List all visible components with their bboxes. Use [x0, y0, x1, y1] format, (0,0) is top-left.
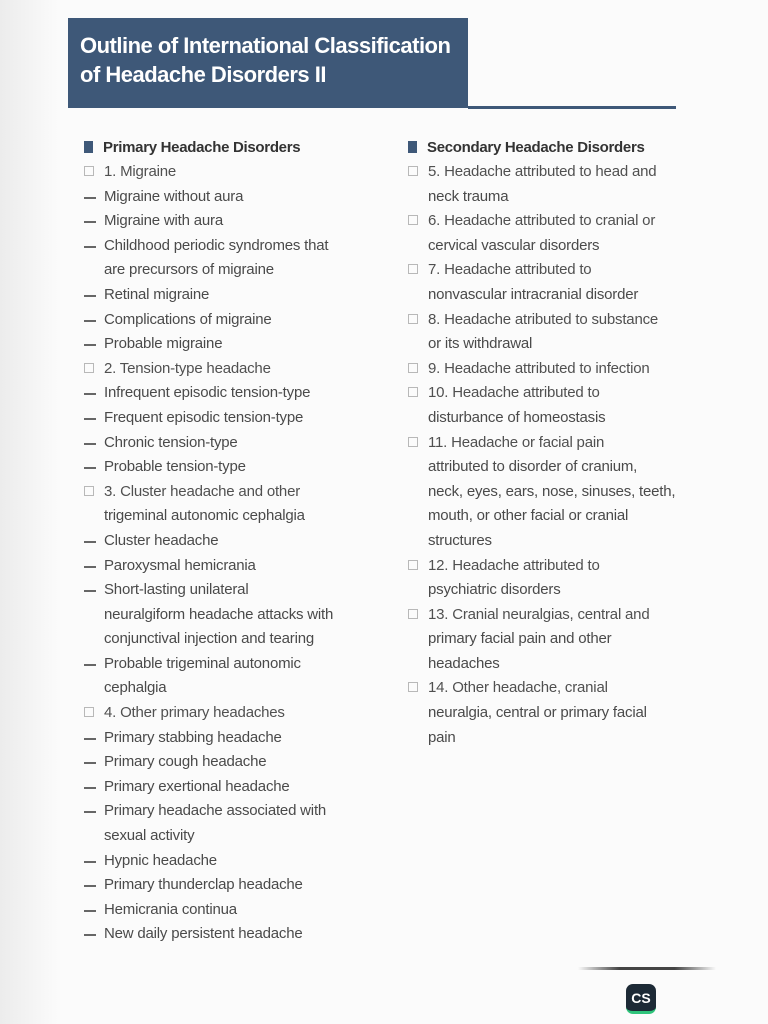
continuation-line: [84, 504, 384, 529]
list-item: [84, 455, 384, 480]
indent-spacer: [408, 185, 428, 210]
continuation-line: [408, 529, 708, 554]
category-line: [84, 160, 384, 185]
list-item: [84, 529, 384, 554]
category-line: [408, 209, 708, 234]
dash-mark: [84, 344, 96, 346]
checkbox-icon: [84, 160, 104, 185]
indent-spacer: [408, 480, 428, 505]
line-text: are precursors of migraine: [104, 261, 274, 279]
dash-icon: [84, 185, 104, 210]
checkbox-square: [408, 387, 418, 397]
checkbox-square: [408, 215, 418, 225]
indent-spacer: [408, 701, 428, 726]
line-text: 8. Headache atributed to substance: [428, 310, 659, 328]
dash-icon: [84, 283, 104, 308]
category-line: [84, 357, 384, 382]
indent-spacer: [84, 676, 104, 701]
title-line-2: of Headache Disorders II: [80, 62, 326, 87]
list-item: [84, 332, 384, 357]
line-text: New daily persistent headache: [104, 925, 303, 943]
continuation-line: [408, 652, 708, 677]
list-item: [84, 775, 384, 800]
section-marker-icon: [84, 141, 93, 153]
dash-mark: [84, 197, 96, 199]
category-line: [408, 308, 708, 333]
line-text: Frequent episodic tension-type: [104, 408, 304, 426]
category-line: [408, 603, 708, 628]
line-text: Hypnic headache: [104, 851, 217, 869]
dash-icon: [84, 554, 104, 579]
checkbox-square: [408, 609, 418, 619]
primary-heading-text: Primary Headache Disorders: [103, 138, 301, 156]
dash-mark: [84, 910, 96, 912]
checkbox-icon: [408, 554, 428, 579]
title-banner: [68, 18, 468, 108]
list-item: [84, 283, 384, 308]
list-item: [84, 381, 384, 406]
line-text: trigeminal autonomic cephalgia: [104, 507, 305, 525]
continuation-line: [84, 603, 384, 628]
dash-icon: [84, 431, 104, 456]
line-text: 10. Headache attributed to: [428, 384, 600, 402]
checkbox-square: [84, 166, 94, 176]
checkbox-icon: [408, 603, 428, 628]
line-text: headaches: [428, 654, 500, 672]
indent-spacer: [408, 504, 428, 529]
dash-mark: [84, 295, 96, 297]
dash-mark: [84, 221, 96, 223]
dash-mark: [84, 590, 96, 592]
line-text: psychiatric disorders: [428, 581, 561, 599]
line-text: attributed to disorder of cranium,: [428, 458, 638, 476]
line-text: Cluster headache: [104, 531, 219, 549]
primary-section-heading: [84, 134, 384, 160]
checkbox-icon: [408, 160, 428, 185]
secondary-lines: [408, 160, 708, 750]
indent-spacer: [408, 652, 428, 677]
list-item: [84, 652, 384, 677]
line-text: mouth, or other facial or cranial: [428, 507, 629, 525]
checkbox-square: [408, 363, 418, 373]
checkbox-square: [408, 437, 418, 447]
dash-icon: [84, 529, 104, 554]
indent-spacer: [408, 627, 428, 652]
line-text: Paroxysmal hemicrania: [104, 556, 256, 574]
checkbox-square: [408, 264, 418, 274]
dash-icon: [84, 898, 104, 923]
line-text: Probable tension-type: [104, 458, 246, 476]
continuation-line: [408, 234, 708, 259]
line-text: 5. Headache attributed to head and: [428, 163, 657, 180]
primary-lines: [84, 160, 384, 947]
list-item: [84, 922, 384, 947]
title-underline: [468, 106, 676, 109]
category-line: [408, 258, 708, 283]
line-text: neuralgiform headache attacks with: [104, 605, 334, 623]
indent-spacer: [84, 504, 104, 529]
checkbox-icon: [84, 357, 104, 382]
list-item: [84, 578, 384, 603]
indent-spacer: [84, 627, 104, 652]
checkbox-icon: [408, 431, 428, 456]
line-text: Migraine without aura: [104, 187, 244, 205]
line-text: Probable trigeminal autonomic: [104, 654, 301, 672]
dash-icon: [84, 873, 104, 898]
line-text: structures: [428, 531, 492, 549]
continuation-line: [408, 283, 708, 308]
continuation-line: [84, 824, 384, 849]
category-line: [408, 676, 708, 701]
indent-spacer: [408, 529, 428, 554]
line-text: neck trauma: [428, 187, 509, 205]
checkbox-square: [84, 363, 94, 373]
line-text: conjunctival injection and tearing: [104, 630, 315, 648]
line-text: Retinal migraine: [104, 285, 210, 303]
line-text: pain: [428, 728, 456, 746]
dash-mark: [84, 664, 96, 666]
list-item: [84, 185, 384, 210]
line-text: 6. Headache attributed to cranial or: [428, 212, 656, 230]
category-line: [408, 160, 708, 185]
line-text: 14. Other headache, cranial: [428, 679, 608, 697]
checkbox-square: [408, 560, 418, 570]
indent-spacer: [408, 455, 428, 480]
list-item: [84, 849, 384, 874]
secondary-heading-text: Secondary Headache Disorders: [427, 138, 645, 156]
checkbox-icon: [408, 381, 428, 406]
list-item: [84, 406, 384, 431]
checkbox-icon: [84, 701, 104, 726]
dash-mark: [84, 566, 96, 568]
checkbox-square: [408, 682, 418, 692]
dash-icon: [84, 775, 104, 800]
indent-spacer: [408, 332, 428, 357]
line-text: 7. Headache attributed to: [428, 261, 592, 279]
dash-icon: [84, 849, 104, 874]
dash-mark: [84, 762, 96, 764]
dash-icon: [84, 455, 104, 480]
checkbox-icon: [84, 480, 104, 505]
line-text: Childhood periodic syndromes that: [104, 236, 329, 254]
line-text: Primary headache associated with: [104, 802, 327, 820]
title-line-1: Outline of International Classification: [80, 33, 451, 58]
category-line: [84, 701, 384, 726]
dash-mark: [84, 811, 96, 813]
indent-spacer: [408, 726, 428, 751]
dash-mark: [84, 885, 96, 887]
dash-icon: [84, 922, 104, 947]
checkbox-icon: [408, 209, 428, 234]
indent-spacer: [408, 234, 428, 259]
dash-mark: [84, 541, 96, 543]
line-text: Migraine with aura: [104, 212, 223, 230]
line-text: sexual activity: [104, 827, 195, 845]
line-text: Probable migraine: [104, 335, 223, 353]
list-item: [84, 234, 384, 259]
continuation-line: [408, 332, 708, 357]
line-text: Primary exertional headache: [104, 777, 290, 795]
dash-mark: [84, 861, 96, 863]
dash-mark: [84, 934, 96, 936]
line-text: 3. Cluster headache and other: [104, 482, 301, 500]
continuation-line: [84, 627, 384, 652]
list-item: [84, 209, 384, 234]
checkbox-square: [408, 166, 418, 176]
checkbox-square: [84, 707, 94, 717]
checkbox-icon: [408, 258, 428, 283]
continuation-line: [84, 258, 384, 283]
line-text: 12. Headache attributed to: [428, 556, 600, 574]
list-item: [84, 799, 384, 824]
camscanner-logo-icon: CS: [626, 984, 656, 1014]
section-marker-icon: [408, 141, 417, 153]
checkbox-icon: [408, 308, 428, 333]
line-text: 13. Cranial neuralgias, central and: [428, 605, 650, 623]
dash-mark: [84, 320, 96, 322]
list-item: [84, 750, 384, 775]
line-text: Chronic tension-type: [104, 433, 238, 451]
category-line: [408, 554, 708, 579]
line-text: Short-lasting unilateral: [104, 581, 249, 599]
continuation-line: [408, 406, 708, 431]
dash-icon: [84, 381, 104, 406]
category-line: [408, 357, 708, 382]
line-text: or its withdrawal: [428, 335, 533, 353]
line-text: 2. Tension-type headache: [104, 359, 271, 377]
list-item: [84, 308, 384, 333]
continuation-line: [84, 676, 384, 701]
dash-mark: [84, 246, 96, 248]
dash-icon: [84, 578, 104, 603]
checkbox-square: [84, 486, 94, 496]
primary-disorders-column: [84, 134, 384, 947]
indent-spacer: [408, 406, 428, 431]
line-text: cervical vascular disorders: [428, 236, 600, 254]
line-text: nonvascular intracranial disorder: [428, 285, 639, 303]
dash-icon: [84, 332, 104, 357]
indent-spacer: [408, 578, 428, 603]
continuation-line: [408, 726, 708, 751]
line-text: cephalgia: [104, 679, 167, 697]
continuation-line: [408, 627, 708, 652]
dash-icon: [84, 750, 104, 775]
indent-spacer: [84, 603, 104, 628]
line-text: Primary cough headache: [104, 753, 267, 771]
list-item: [84, 554, 384, 579]
line-text: Infrequent episodic tension-type: [104, 384, 311, 402]
line-text: 11. Headache or facial pain: [428, 433, 605, 451]
continuation-line: [408, 185, 708, 210]
category-line: [408, 431, 708, 456]
list-item: [84, 898, 384, 923]
secondary-disorders-column: [408, 134, 708, 750]
continuation-line: [408, 480, 708, 505]
secondary-section-heading: [408, 134, 708, 160]
dash-icon: [84, 308, 104, 333]
continuation-line: [408, 504, 708, 529]
dash-mark: [84, 738, 96, 740]
line-text: 1. Migraine: [104, 163, 177, 180]
indent-spacer: [408, 283, 428, 308]
dash-icon: [84, 234, 104, 259]
checkbox-icon: [408, 357, 428, 382]
bottom-rule: [578, 967, 716, 970]
dash-mark: [84, 443, 96, 445]
checkbox-icon: [408, 676, 428, 701]
indent-spacer: [84, 258, 104, 283]
dash-icon: [84, 406, 104, 431]
category-line: [84, 480, 384, 505]
dash-icon: [84, 209, 104, 234]
continuation-line: [408, 701, 708, 726]
dash-mark: [84, 418, 96, 420]
line-text: Hemicrania continua: [104, 900, 237, 918]
dash-mark: [84, 393, 96, 395]
line-text: Complications of migraine: [104, 310, 272, 328]
line-text: 9. Headache attributed to infection: [428, 359, 650, 377]
line-text: 4. Other primary headaches: [104, 704, 285, 722]
dash-mark: [84, 787, 96, 789]
list-item: [84, 873, 384, 898]
line-text: neuralgia, central or primary facial: [428, 704, 647, 722]
dash-mark: [84, 467, 96, 469]
category-line: [408, 381, 708, 406]
line-text: disturbance of homeostasis: [428, 408, 606, 426]
list-item: [84, 726, 384, 751]
list-item: [84, 431, 384, 456]
dash-icon: [84, 799, 104, 824]
dash-icon: [84, 652, 104, 677]
line-text: primary facial pain and other: [428, 630, 612, 648]
checkbox-square: [408, 314, 418, 324]
continuation-line: [408, 578, 708, 603]
indent-spacer: [84, 824, 104, 849]
dash-icon: [84, 726, 104, 751]
line-text: Primary thunderclap headache: [104, 876, 303, 894]
line-text: Primary stabbing headache: [104, 728, 282, 746]
continuation-line: [408, 455, 708, 480]
line-text: neck, eyes, ears, nose, sinuses, teeth,: [428, 482, 676, 500]
page-edge-shadow: [0, 0, 58, 1024]
